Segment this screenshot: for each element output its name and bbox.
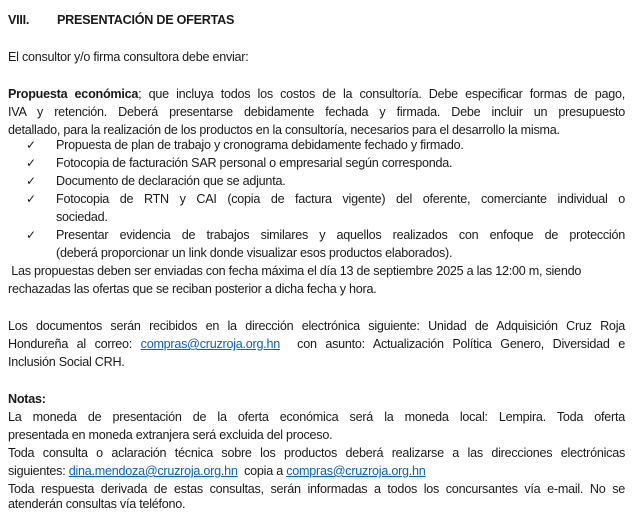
checklist-item: Presentar evidencia de trabajos similares y aquellos realizados con enfoque de protección [56, 228, 625, 242]
checklist-item-cont: sociedad. [56, 210, 108, 224]
notes-query-copy: copia a [237, 464, 287, 478]
notes-answer-line-2: atenderán consultas vía teléfono. [8, 497, 186, 511]
deadline-line-1: Las propuestas deben ser enviadas con fecha máxima el día 13 de septiembre 2025 a las 12:00 m, siendo [8, 264, 582, 278]
check-icon: ✓ [26, 174, 37, 188]
deadline-line-2: rechazadas las ofertas que se reciban posterior a dicha fecha y hora. [8, 282, 377, 296]
reception-line-3: Inclusión Social CRH. [8, 355, 125, 369]
section-title: PRESENTACIÓN DE OFERTAS [57, 13, 235, 27]
dina-email-link[interactable]: dina.mendoza@cruzroja.org.hn [68, 464, 238, 478]
proposal-line-1 [8, 85, 625, 103]
intro-text: El consultor y/o firma consultora debe enviar: [8, 50, 249, 64]
reception-line-1: Los documentos serán recibidos en la dirección electrónica siguiente: Unidad de Adquisición Cruz Roja [8, 319, 625, 333]
checklist-item: Fotocopia de RTN y CAI (copia de factura vigente) del oferente, comerciante individual o [56, 192, 625, 206]
notes-query-pre: siguientes: [8, 464, 69, 478]
check-icon: ✓ [26, 228, 37, 242]
proposal-line-3: detallado, para la realización de los productos en la consultoría, necesarios para el desarrollo la misma. [8, 123, 560, 137]
reception-line-2-post: con asunto: Actualización Política Genero, Diversidad e [279, 337, 626, 351]
notes-answer-line-1: Toda respuesta derivada de estas consultas, serán informadas a todos los concursantes vía e-mail. No se [8, 482, 625, 496]
notes-heading: Notas: [8, 392, 46, 406]
compras-email-link[interactable]: compras@cruzroja.org.hn [140, 337, 280, 351]
notes-currency-line-1: La moneda de presentación de la oferta económica será la moneda local: Lempira. Toda oferta [8, 410, 625, 424]
reception-line-2 [8, 335, 625, 353]
checklist-item-cont: (deberá proporcionar un link donde visualizar esos productos elaborados). [56, 246, 453, 260]
check-icon: ✓ [26, 156, 37, 170]
checklist-item: Fotocopia de facturación SAR personal o empresarial según corresponda. [56, 156, 453, 170]
reception-line-2-pre: Hondureña al correo: [8, 337, 141, 351]
notes-query-line-1: Toda consulta o aclaración técnica sobre los productos deberá realizarse a las direcciones electrónicas [8, 446, 625, 460]
notes-query-line-2 [8, 462, 625, 480]
check-icon: ✓ [26, 138, 37, 152]
check-icon: ✓ [26, 192, 37, 206]
checklist-item: Documento de declaración que se adjunta. [56, 174, 286, 188]
notes-currency-line-2: presentada en moneda extranjera será excluida del proceso. [8, 428, 333, 442]
proposal-label: Propuesta económica [8, 87, 139, 101]
checklist-item: Propuesta de plan de trabajo y cronograma debidamente fechado y firmado. [56, 138, 464, 152]
proposal-line-1-text: ; que incluya todos los costos de la consultoría. Debe especificar formas de pago, [138, 87, 625, 101]
proposal-line-2: IVA y retención. Deberá presentarse debidamente fechada y firmada. Debe incluir un presupuesto [8, 105, 625, 119]
compras-email-link-2[interactable]: compras@cruzroja.org.hn [286, 464, 426, 478]
section-number: VIII. [8, 13, 30, 27]
